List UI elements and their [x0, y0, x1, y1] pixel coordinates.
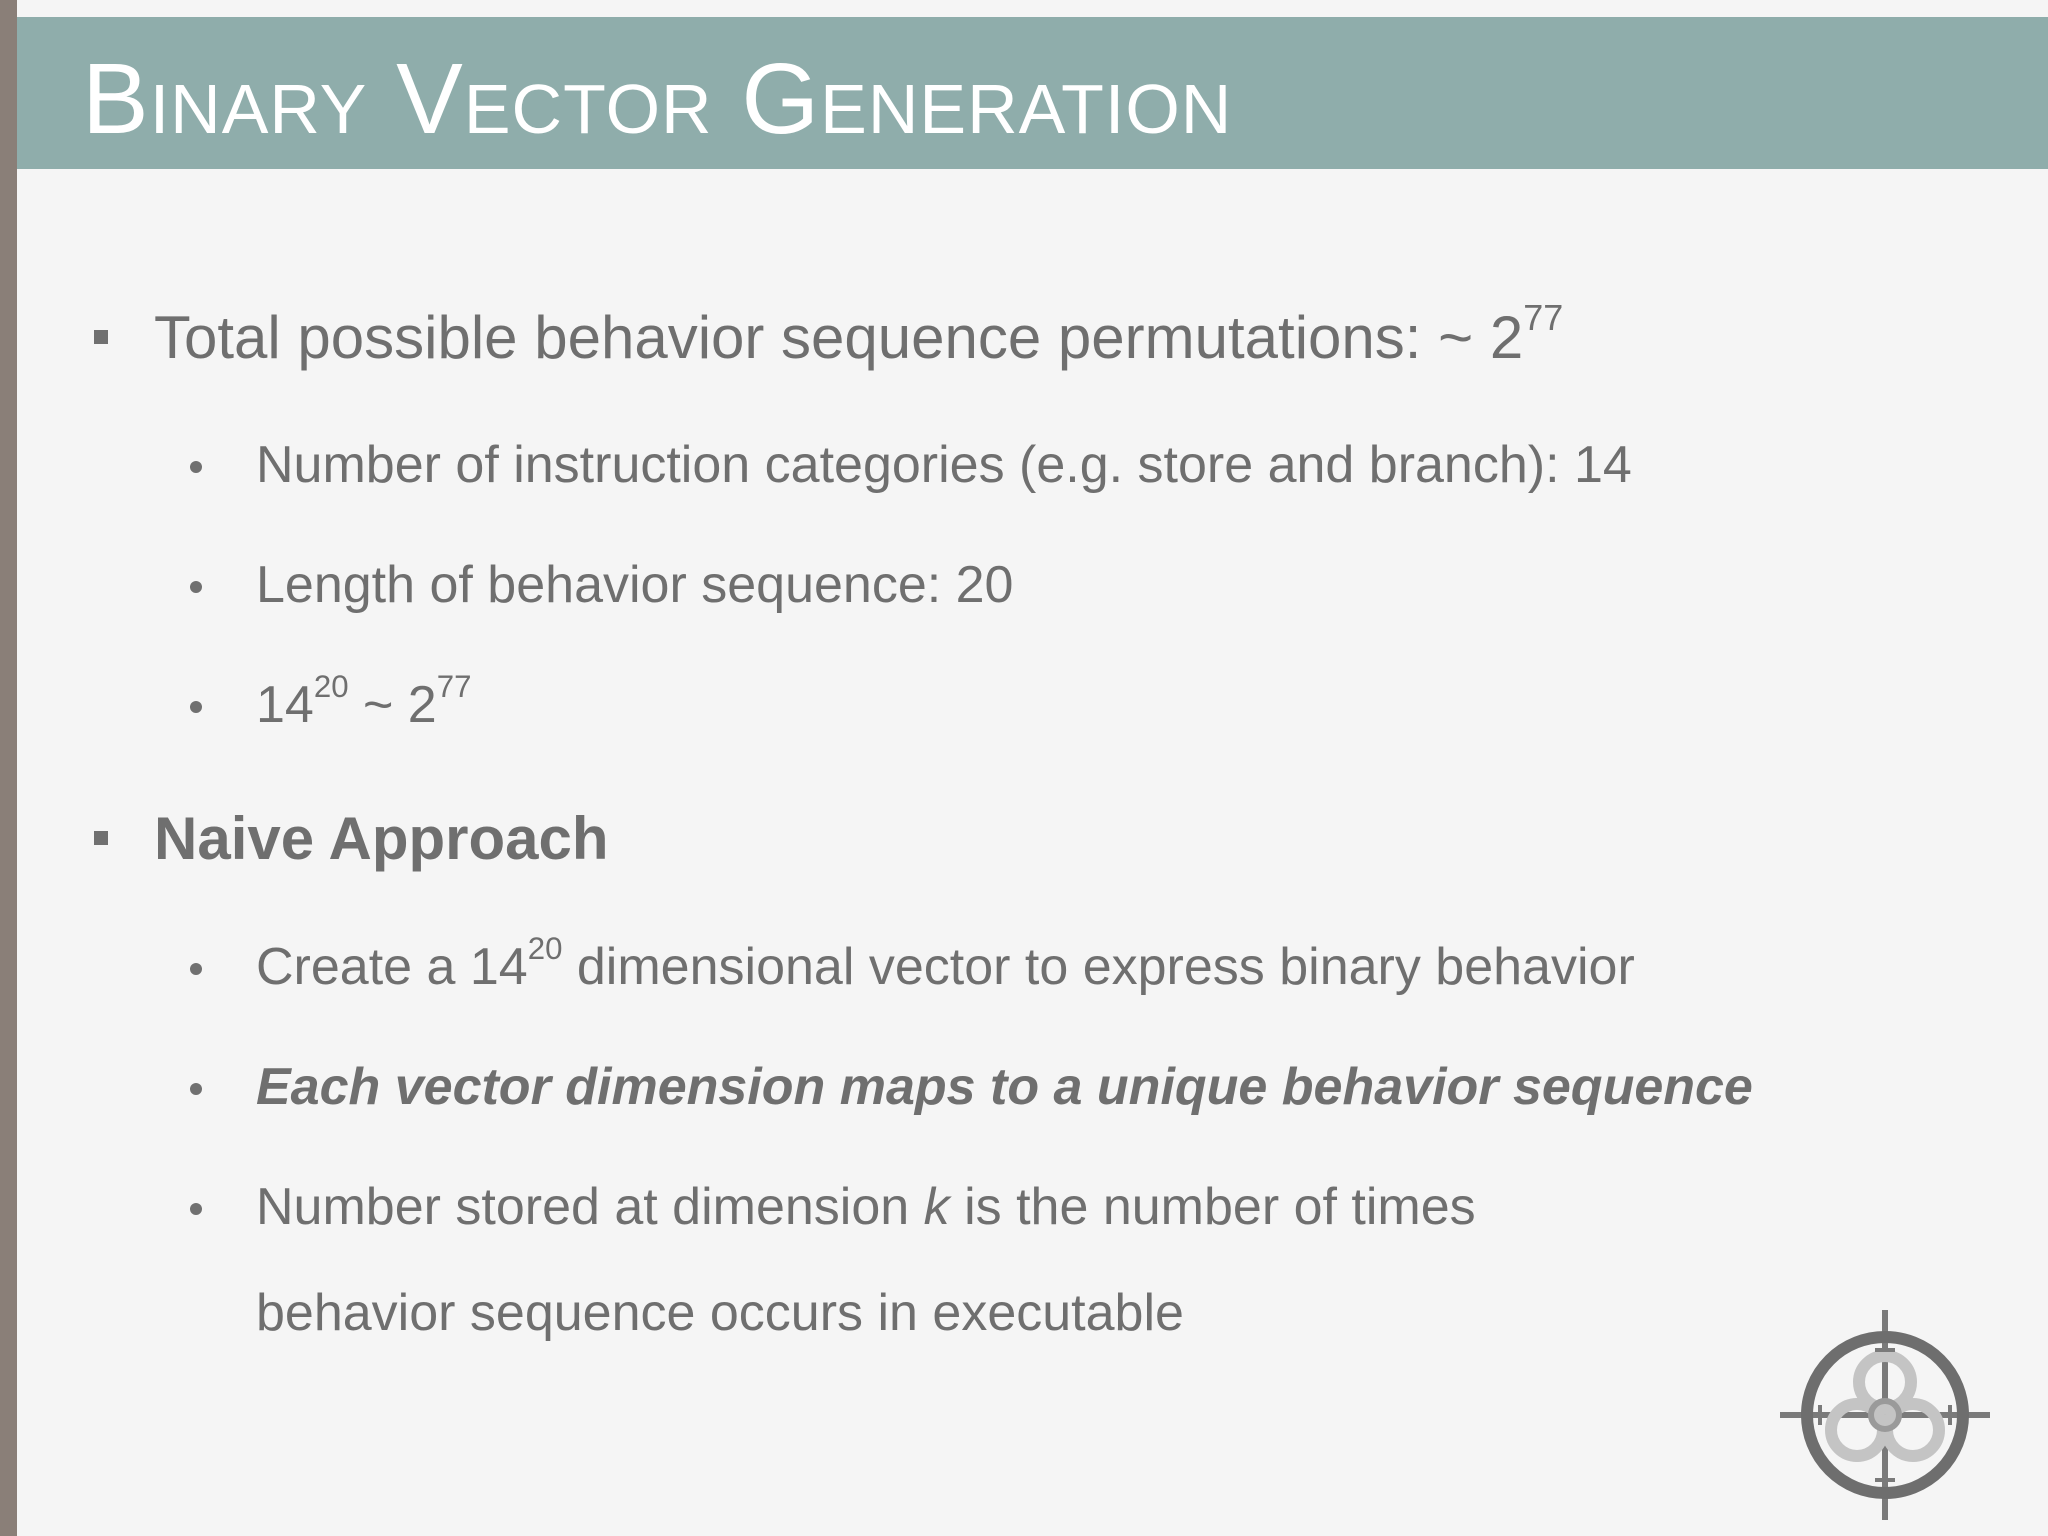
- round-bullet-icon: [190, 461, 202, 473]
- round-bullet-icon: [190, 1203, 202, 1215]
- square-bullet-icon: [94, 831, 108, 845]
- subitem-text: $14^{20}$ ~ $2^{77}$: [256, 669, 472, 734]
- square-bullet-icon: [94, 330, 108, 344]
- subitem-text: Number of instruction categories (e.g. store and branch): 14: [256, 436, 1632, 494]
- bullet-text: Naive Approach: [154, 805, 609, 872]
- round-bullet-icon: [190, 701, 202, 713]
- round-bullet-icon: [190, 1083, 202, 1095]
- subitem-text: Length of behavior sequence: 20: [256, 556, 1014, 614]
- round-bullet-icon: [190, 963, 202, 975]
- biohazard-crosshair-icon: [1780, 1310, 1990, 1520]
- round-bullet-icon: [190, 581, 202, 593]
- subitem-text: Number stored at dimension k is the number of times: [256, 1178, 1476, 1236]
- subitem-text: behavior sequence occurs in executable: [256, 1284, 1184, 1342]
- slide-title: Binary Vector Generation: [82, 43, 1233, 155]
- bullet-text: Total possible behavior sequence permutations: ~ $2^{77}$: [154, 296, 1564, 371]
- subitem-text: Each vector dimension maps to a unique behavior sequence: [256, 1058, 1753, 1116]
- left-accent-rule: [0, 0, 17, 1536]
- subitem-text: Create a $14^{20}$ dimensional vector to express binary behavior: [256, 931, 1635, 996]
